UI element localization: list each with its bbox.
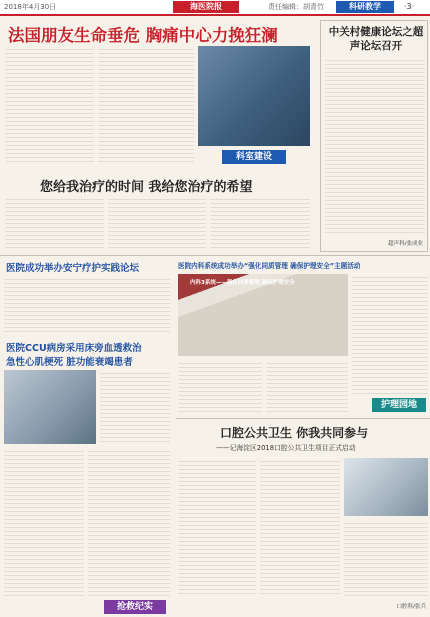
oral-body-col1 xyxy=(178,458,256,596)
french-body-col2 xyxy=(98,46,194,164)
nursing-tag: 护理园地 xyxy=(372,398,426,412)
forum-headline: 中关村健康论坛之超声论坛召开 xyxy=(328,26,424,52)
ccu-article xyxy=(0,338,174,617)
cure-headline: 您给我治疗的时间 我给您治疗的希望 xyxy=(40,180,253,195)
issue-date: 2018年4月30日 xyxy=(4,3,57,11)
oral-photo xyxy=(344,458,428,516)
cure-body-col1 xyxy=(6,196,104,248)
page-number: ·3· xyxy=(404,2,415,11)
french-headline: 法国朋友生命垂危 胸痛中心力挽狂澜 xyxy=(8,26,278,45)
divider-2 xyxy=(176,418,430,419)
ccu-body-col1 xyxy=(4,448,84,598)
safety-headline: 医院内科系统成功举办“强化同质管理 确保护理安全”主题活动 xyxy=(178,262,361,270)
divider-1 xyxy=(0,255,430,256)
cure-body-col2 xyxy=(108,196,206,248)
ccu-headline: 医院CCU病房采用床旁血透救治 xyxy=(6,343,142,354)
forum-byline: 超声科/张成业 xyxy=(388,241,423,247)
safety-body-col3 xyxy=(352,274,428,396)
forum-body xyxy=(325,57,425,235)
ccu-photo xyxy=(4,370,96,444)
oral-body-col3 xyxy=(344,520,428,596)
oral-body-col2 xyxy=(260,458,340,596)
cure-article xyxy=(0,172,316,252)
photo-banner: 内科3系统——强化同质管理 确保护理安全 xyxy=(190,280,295,286)
french-body-col1 xyxy=(6,46,94,164)
ccu-body-col0 xyxy=(100,370,170,444)
oral-headline: 口腔公共卫生 你我共同参与 xyxy=(220,426,369,440)
french-article xyxy=(0,18,316,168)
section-label: 科研教学 xyxy=(336,1,394,13)
safety-article xyxy=(176,258,430,416)
training-article xyxy=(0,258,174,336)
cure-body-col3 xyxy=(210,196,310,248)
paper-name: 海医院报 xyxy=(173,1,239,13)
forum-article xyxy=(320,20,428,252)
training-headline: 医院成功举办安宁疗护实践论坛 xyxy=(6,263,140,274)
safety-body-col1 xyxy=(178,360,262,414)
oral-article xyxy=(176,420,430,617)
rescue-tag: 抢救纪实 xyxy=(104,600,166,614)
cath-lab-photo xyxy=(198,46,310,146)
training-body xyxy=(4,276,170,334)
ccu-subhead: 急性心肌梗死 脏功能衰竭患者 xyxy=(6,357,133,368)
oral-byline: 口腔科/张兵 xyxy=(396,604,426,610)
oral-subhead: ——记海淀区2018口腔公共卫生项目正式启动 xyxy=(216,444,356,452)
ccu-body-col2 xyxy=(88,448,170,598)
safety-body-col2 xyxy=(266,360,348,414)
nurses-group-photo xyxy=(178,274,348,356)
section-tag: 科室建设 xyxy=(222,150,286,164)
editor-credit: 责任编辑：胡青竹 xyxy=(268,3,324,11)
